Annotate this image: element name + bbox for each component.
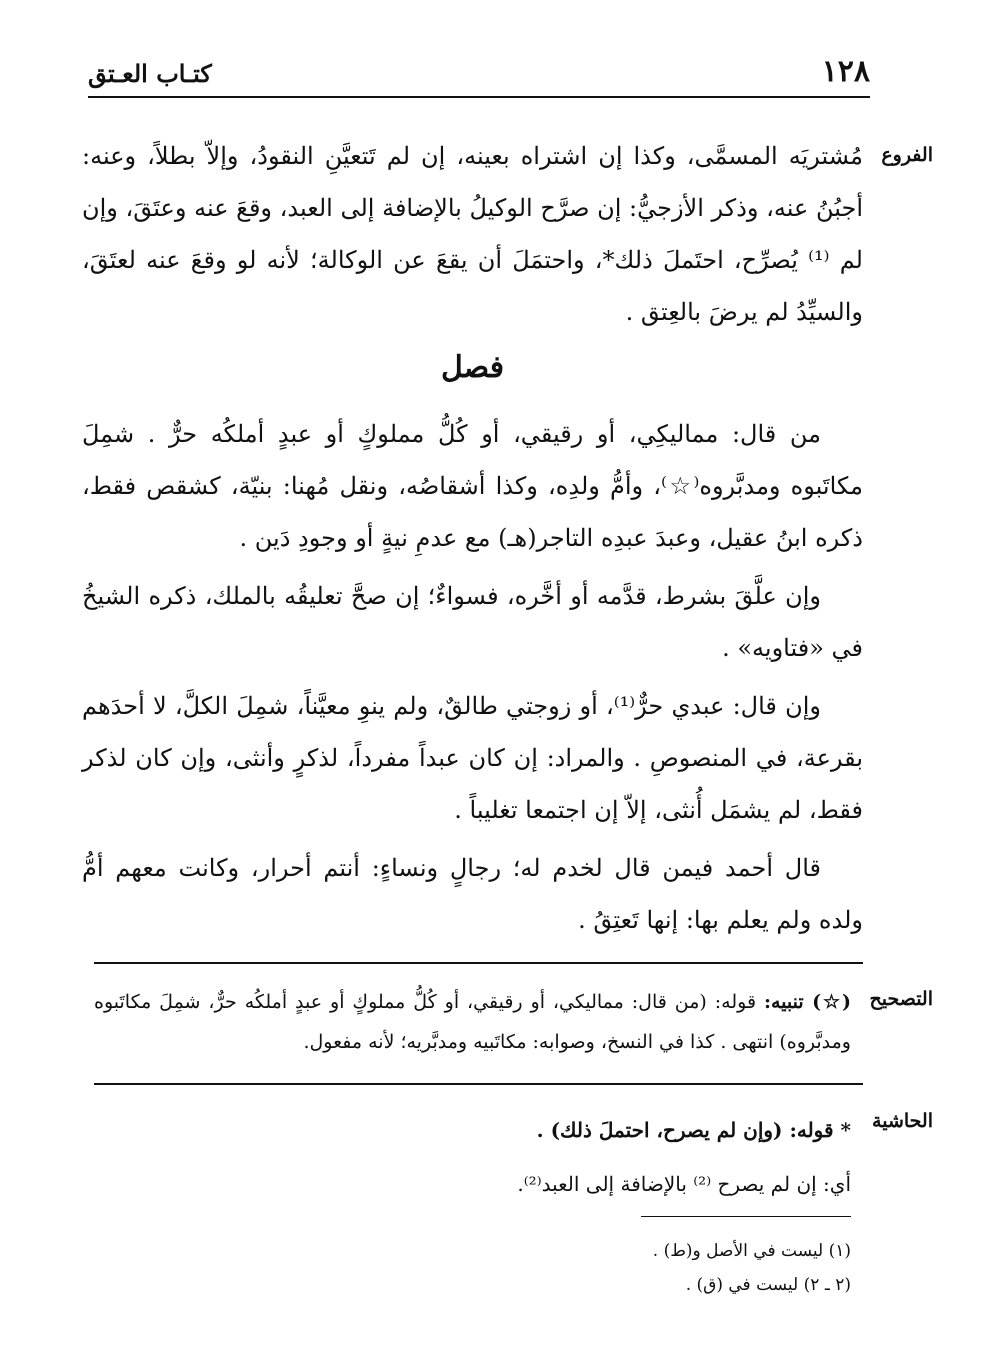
page-number: ١٢٨: [821, 54, 870, 89]
paragraph-2: وإن علَّقَ بشرط، قدَّمه أو أخَّره، فسواءٌ؛ إن صحَّ تعليقُه بالملك، ذكره الشيخُ في «فتاويه» .: [82, 582, 863, 662]
tashih-text: قوله: (من قال: مماليكي، أو رقيقي، أو كُلُّ مملوكٍ أو عبدٍ أملكُه حرٌّ، شمِلَ مكاتَبوه ومدبَّروه) انتهى . كذا في النسخ، وصوابه: مكاتَبيه ومدبَّريه؛ لأنه مفعول.: [94, 991, 851, 1053]
side-label-furu: الفروع: [881, 144, 933, 166]
paragraph-1: من قال: مماليكِي، أو رقيقي، أو كُلُّ مملوكٍ أو عبدٍ أملكُه حرٌّ . شمِلَ مكاتَبوه ومدبَّروه⁽☆⁾، وأمُّ ولدِه، وكذا أشقاصُه، ونقل مُهنا: بنيّة، كشقص فقط، ذكره ابنُ عقيل، وعبدَ عبدِه التاجر(هـ) مع عدمِ نيةٍ أو وجودِ دَين .: [82, 420, 863, 552]
hashiya-line-1: * قوله: (وإن لم يصرح، احتملَ ذلك) .: [536, 1118, 851, 1142]
footnotes: [94, 1234, 851, 1302]
footnote-2: (٢ ـ ٢) ليست في (ق) .: [685, 1275, 851, 1295]
footnote-rule: [641, 1216, 851, 1217]
tashih-bottom-rule: [94, 1083, 863, 1085]
furu-text-block: [82, 130, 863, 338]
hashiya-line-2: أي: إن لم يصرح ⁽²⁾ بالإضافة إلى العبد⁽²⁾.: [517, 1172, 851, 1196]
main-text-block: [82, 408, 863, 946]
tashih-paragraph: [94, 982, 851, 1062]
tashih-label: (☆) تنبيه:: [763, 991, 851, 1013]
section-heading: فصل: [440, 350, 505, 385]
running-title: كتـاب العـتق: [88, 59, 212, 88]
hashiya-block: [94, 1110, 851, 1218]
side-label-hashiya: الحاشية: [872, 1110, 933, 1132]
side-label-tashih: التصحيح: [869, 988, 933, 1010]
paragraph-4: قال أحمد فيمن قال لخدم له؛ رجالٍ ونساءٍ: أنتم أحرار، وكانت معهم أمُّ ولده ولم يعلم بها: إنها تَعتِقُ .: [82, 854, 863, 934]
furu-paragraph: مُشتريَه المسمَّى، وكذا إن اشتراه بعينه، إن لم تَتعيَّنِ النقودُ، وإلاّ بطلاً، وعنه: أجبُنُ عنه، وذكر الأزجيُّ: إن صرَّح الوكيلُ بالإضافة إلى العبد، وقعَ عنه وعتَقَ، وإن لم ⁽¹⁾ يُصرِّح، احتَملَ ذلك*، واحتمَلَ أن يقعَ عن الوكالة؛ لأنه لو وقعَ عنه لعتَقَ، والسيِّدُ لم يرضَ بالعِتق .: [82, 142, 863, 326]
footnote-1: (١) ليست في الأصل و(ط) .: [652, 1241, 851, 1261]
tashih-block: [94, 982, 851, 1062]
tashih-top-rule: [94, 962, 863, 964]
paragraph-3: وإن قال: عبدي حرٌّ⁽¹⁾، أو زوجتي طالقٌ، ولم ينوِ معيَّناً، شمِلَ الكلَّ، لا أحدَهم بقرعة، في المنصوصِ . والمراد: إن كان عبداً مفرداً، لذكرٍ وأنثى، وإن كان لذكر فقط، لم يشمَل أُنثى، إلاّ إن اجتمعا تغليباً .: [82, 692, 863, 824]
running-header: [88, 50, 870, 98]
